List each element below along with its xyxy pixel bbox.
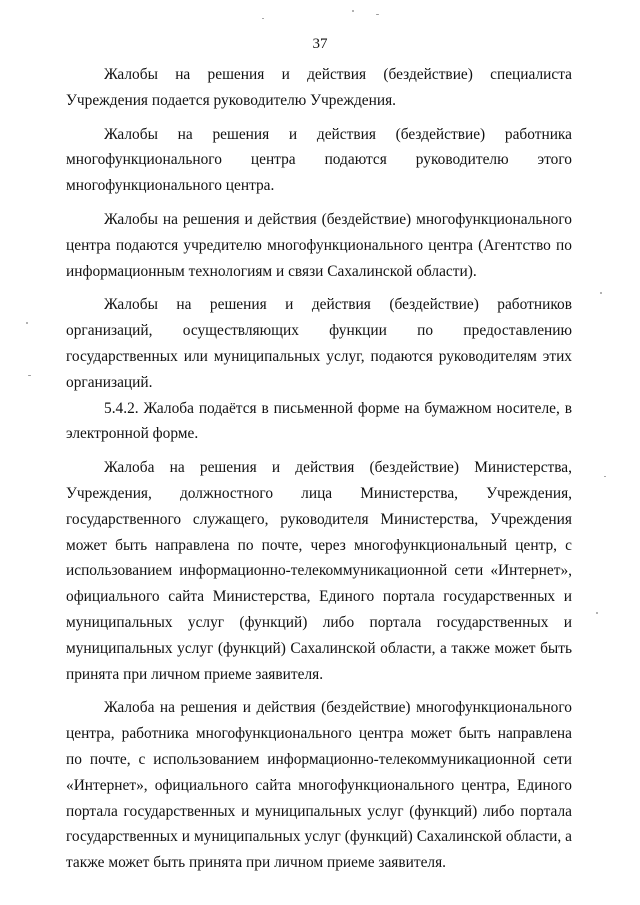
paragraph: Жалоба на решения и действия (бездействие) Министерства, Учреждения, должностного лица Министерства, Учреждения, государственного служащего, руководителя Министерства, Учреждения может быть направлена по почте, через многофункциональный центр, с использованием информационно-телекоммуникационной сети «Интернет», официального сайта Министерства, Единого портала государственных и муниципальных услуг (функций) либо портала государственных и муниципальных услуг (функций) Сахалинской области, а также может быть принята при личном приеме заявителя. [66,459,572,683]
paragraph: Жалобы на решения и действия (бездействие) работника многофункционального центра подаются руководителю этого многофункционального центра. [66,125,572,195]
document-body [66,62,572,876]
paragraph: Жалоба на решения и действия (бездействие) многофункционального центра, работника многофункционального центра может быть направлена по почте, с использованием информационно-телекоммуникационной сети «Интернет», официального сайта многофункционального центра, Единого портала государственных и муниципальных услуг (функций) либо портала государственных и муниципальных услуг (функций) Сахалинской области, а также может быть принята при личном приеме заявителя. [66,699,572,872]
paragraph: 5.4.2. Жалоба подаётся в письменной форме на бумажном носителе, в электронной форме. [66,399,572,443]
scan-artifact [600,292,602,294]
scan-artifact [26,322,28,324]
page-number: 37 [312,36,328,52]
scan-artifact [596,612,598,614]
paragraph: Жалобы на решения и действия (бездействие) специалиста Учреждения подается руководителю Учреждения. [66,66,572,109]
paragraph: Жалобы на решения и действия (бездействие) многофункционального центра подаются учредителю многофункционального центра (Агентство по информационным технологиям и связи Сахалинской области). [66,210,572,280]
scan-artifact [604,476,606,477]
paragraph: Жалобы на решения и действия (бездействие) работников организаций, осуществляющих функции по предоставлению государственных или муниципальных услуг, подаются руководителям этих организаций. [66,296,572,391]
scan-artifact [28,375,31,376]
scan-artifact [376,14,379,15]
scan-artifact [352,10,354,12]
scan-artifact [262,18,264,19]
